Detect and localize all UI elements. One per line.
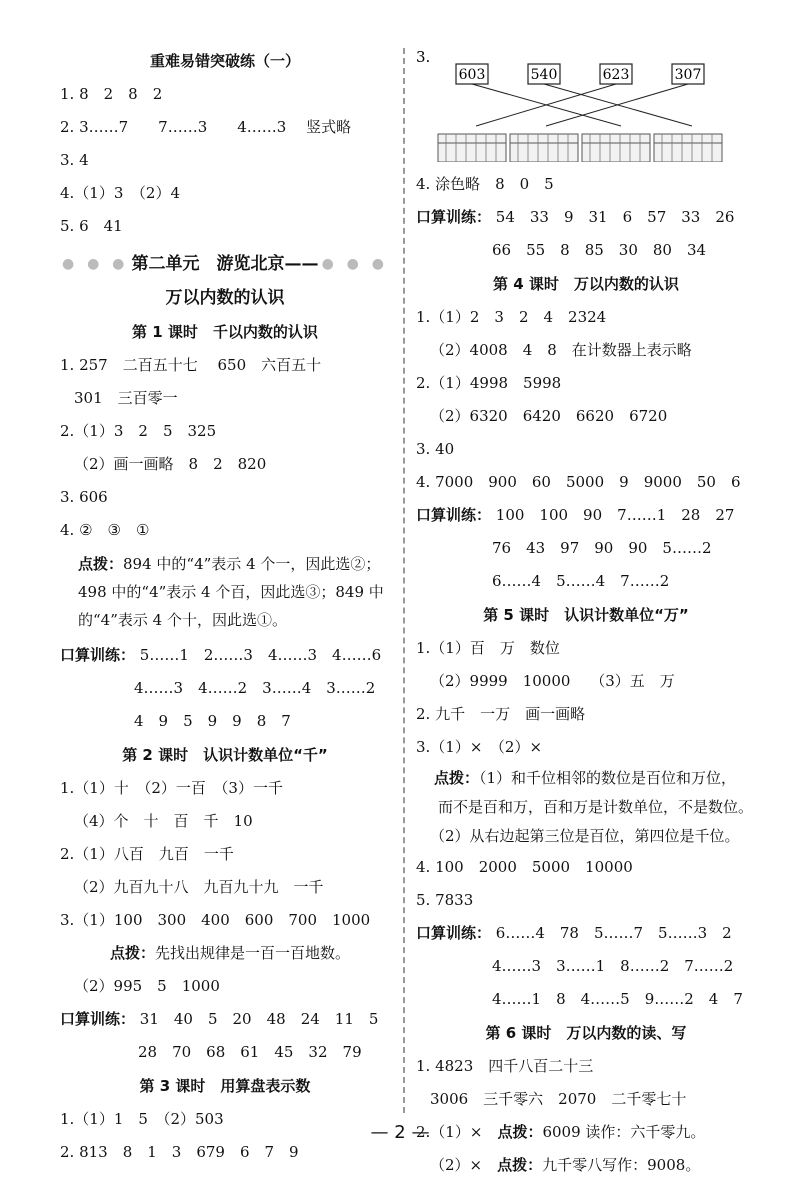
oral-training-values: 4……3 4……2 3……4 3……2 [134,679,376,697]
answer-line: 3.（1）× （2）× [416,738,543,756]
tip-label: 点拨： [434,769,480,787]
lesson-title: 第 3 课时 用算盘表示数 [139,1077,311,1095]
answer-line: 2. 3……7 7……3 4……3 竖式略 [60,118,352,136]
number-box-label: 623 [602,67,630,83]
tip-text: （2）从右边起第三位是百位，第四位是千位。 [430,827,740,845]
oral-training-label: 口算训练： [416,924,492,942]
answer-line: 3. 606 [60,488,108,506]
answer-line: 4. 100 2000 5000 10000 [416,858,633,876]
oral-training-values: 5……1 2……3 4……3 4……6 [139,646,382,664]
section-title: 重难易错突破练（一） [149,52,300,70]
lesson-title: 第 6 课时 万以内数的读、写 [485,1024,687,1042]
unit-title-line-1: 第二单元 游览北京—— [131,254,319,274]
right-column [416,44,756,1182]
tip-label: 点拨： [78,555,124,573]
answer-line: 5. 6 41 [60,217,123,235]
oral-training-line [416,917,756,950]
answer-line: 1.（1）百 万 数位 [416,639,560,657]
oral-training-values: 31 40 5 20 48 24 11 5 [139,1010,379,1028]
answer-line [416,1149,756,1182]
answer-line: 4. ② ③ ① [60,521,150,539]
oral-training-label: 口算训练： [60,646,136,664]
oral-training-line [60,1003,390,1036]
answer-line: 4.（1）3 （2）4 [60,184,180,202]
number-box-label: 540 [530,67,558,83]
answer-line: （2）4008 4 8 在计数器上表示略 [430,341,692,359]
unit-title [60,247,390,281]
answer-prefix: （2）× [430,1156,498,1174]
answer-line: 2. 九千 一万 画一画略 [416,705,586,723]
lesson-title: 第 4 课时 万以内数的认识 [493,275,679,293]
answer-line: 3006 三千零六 2070 二千零七十 [430,1090,687,1108]
tip-text: （1）和千位相邻的数位是百位和万位， [479,769,737,787]
answer-line: 301 三百零一 [74,389,178,407]
question-number: 3. [416,48,431,66]
lesson-title: 第 1 课时 千以内数的认识 [132,323,318,341]
decorative-dots: ● ● ● [62,256,129,272]
oral-training-label: 口算训练： [416,506,492,524]
answer-line: 1.（1）1 5 （2）503 [60,1110,224,1128]
answer-line: 1.（1）十 （2）一百 （3）一千 [60,779,283,797]
answer-line: 2.（1）4998 5998 [416,374,562,392]
answer-line: 1.（1）2 3 2 4 2324 [416,308,607,326]
oral-training-values: 6……4 5……4 7……2 [492,572,670,590]
tip-text: 6009 读作：六千零九。 [542,1123,706,1141]
abacus-1 [438,134,506,162]
tip-text: 而不是百和万，百和万是计数单位，不是数位。 [438,798,754,816]
matching-diagram [416,44,746,162]
oral-training-values: 66 55 8 85 30 80 34 [492,241,707,259]
abacus-4 [654,134,722,162]
answer-line: 2.（1）八百 九百 一千 [60,845,234,863]
answer-line: 4. 7000 900 60 5000 9 9000 50 6 [416,473,741,491]
answer-line: 5. 7833 [416,891,474,909]
answer-line: （4）个 十 百 千 10 [74,812,253,830]
tip-label: 点拨： [497,1156,543,1174]
oral-training-values: 4……3 3……1 8……2 7……2 [492,957,734,975]
answer-line: （2）9999 10000 （3）五 万 [430,672,675,690]
decorative-dots: ● ● ● [321,256,388,272]
answer-line: 3. 4 [60,151,89,169]
answer-line: 2.（1）3 2 5 325 [60,422,217,440]
oral-training-label: 口算训练： [416,208,492,226]
answer-line: （2）995 5 1000 [74,977,220,995]
number-box-label: 603 [458,67,486,83]
lesson-title: 第 5 课时 认识计数单位“万” [483,606,689,624]
oral-training-values: 76 43 97 90 90 5……2 [492,539,712,557]
tip-text: 先找出规律是一百一百地数。 [155,944,351,962]
answer-line: 4. 涂色略 8 0 5 [416,175,554,193]
tip-text: 九千零八写作：9008。 [542,1156,701,1174]
tip-text: 894 中的“4”表示 4 个一，因此选②；498 中的“4”表示 4 个百，因此选③；849 中的“4”表示 4 个十，因此选①。 [78,555,384,629]
tip-line [416,764,756,793]
oral-training-values: 100 100 90 7……1 28 27 [495,506,735,524]
tip-block [60,547,390,639]
oral-training-values: 6……4 78 5……7 5……3 2 [495,924,732,942]
answer-line: 1. 4823 四千八百二十三 [416,1057,594,1075]
oral-training-values: 4……1 8 4……5 9……2 4 7 [492,990,743,1008]
oral-training-line [60,639,390,672]
answer-line: 2. 813 8 1 3 679 6 7 9 [60,1143,299,1161]
lesson-title: 第 2 课时 认识计数单位“千” [122,746,328,764]
abacus-2 [510,134,578,162]
tip-label: 点拨： [110,944,156,962]
oral-training-values: 54 33 9 31 6 57 33 26 [495,208,735,226]
matching-figure [416,44,756,162]
column-divider [403,48,405,1113]
oral-training-values: 28 70 68 61 45 32 79 [138,1043,362,1061]
abacus-3 [582,134,650,162]
page-number: — 2 — [370,1122,430,1143]
answer-line: （2）6320 6420 6620 6720 [430,407,668,425]
answer-line: 1. 8 2 8 2 [60,85,163,103]
answer-prefix: 2.（1）× [416,1123,498,1141]
left-column [60,44,390,1169]
tip-line [60,937,390,970]
oral-training-line [416,201,756,234]
oral-training-line [416,499,756,532]
unit-title-line-2: 万以内数的认识 [165,288,285,308]
answer-line: （2）画一画略 8 2 820 [74,455,267,473]
answer-line: 3. 40 [416,440,455,458]
answer-line: 3.（1）100 300 400 600 700 1000 [60,911,371,929]
number-box-label: 307 [674,67,702,83]
match-line [476,84,616,126]
tip-label: 点拨： [497,1123,543,1141]
answer-line: （2）九百九十八 九百九十九 一千 [74,878,324,896]
answer-line: 1. 257 二百五十七 650 六百五十 [60,356,322,374]
oral-training-values: 4 9 5 9 9 8 7 [134,712,291,730]
oral-training-label: 口算训练： [60,1010,136,1028]
